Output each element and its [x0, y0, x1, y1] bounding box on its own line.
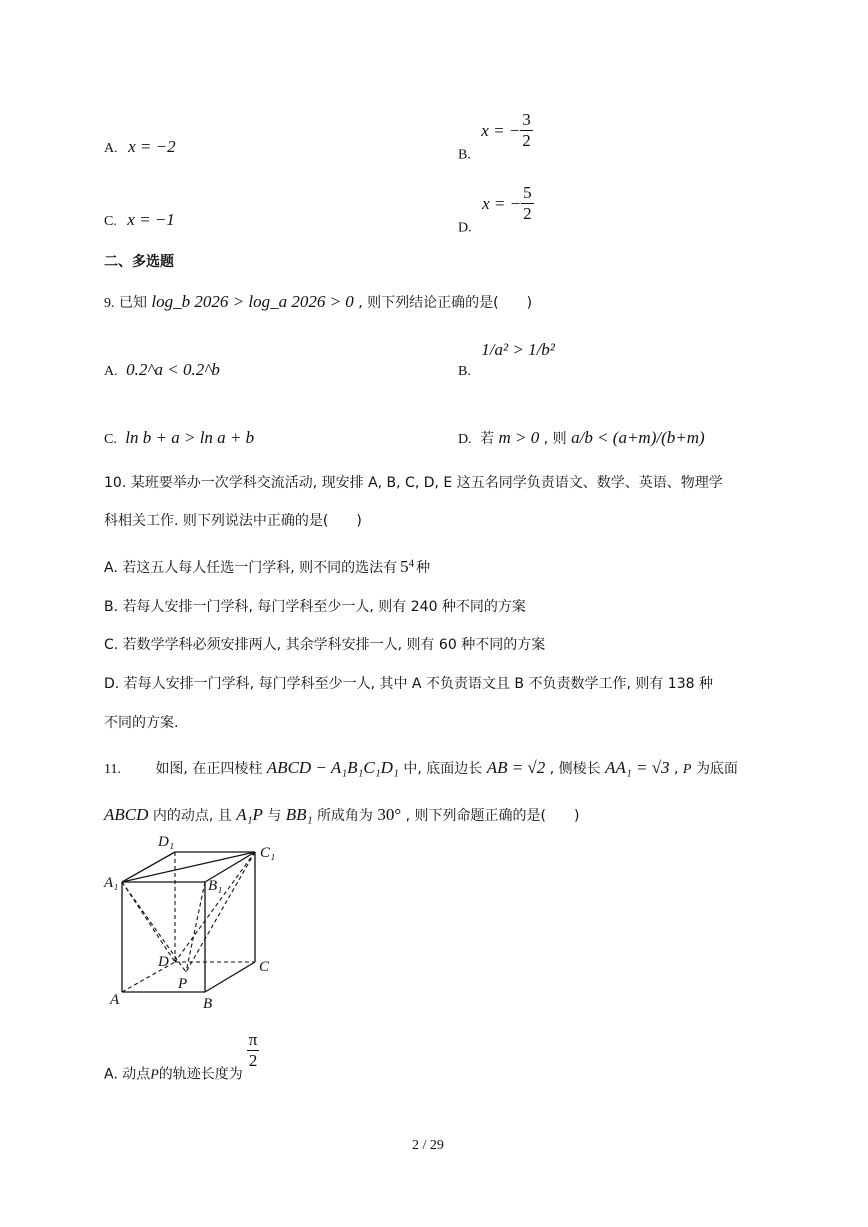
- option-expr: 1/a² > 1/b²: [481, 340, 555, 359]
- option-label: C.: [104, 214, 117, 229]
- question-text: 为底面: [695, 761, 738, 777]
- math-p: P: [682, 762, 692, 777]
- q11-stem-line-1: [104, 758, 738, 778]
- question-text: , 则下列结论正确的是( ): [358, 295, 533, 311]
- math-angle: 30°: [377, 805, 402, 824]
- option-text: 种: [416, 560, 431, 576]
- label-b1: B₁: [208, 878, 223, 894]
- option-expr: 0.2^a < 0.2^b: [126, 360, 220, 379]
- q10-option-d-line-1: D. 若每人安排一门学科, 每门学科至少一人, 其中 A 不负责语文且 B 不负责数学工作, 则有 138 种: [104, 676, 713, 692]
- option-label: B.: [458, 147, 471, 163]
- q10-line-1: 10. 某班要举办一次学科交流活动, 现安排 A, B, C, D, E 这五名同学负责语文、数学、英语、物理学: [104, 475, 723, 491]
- question-text: 与: [267, 808, 282, 824]
- q10-line-2: 科相关工作. 则下列说法中正确的是( ): [104, 513, 362, 529]
- q10-option-d-line-2: 不同的方案.: [104, 715, 179, 731]
- q8-option-b: [458, 110, 533, 164]
- q9-option-a: [104, 360, 220, 380]
- question-text: 中, 底面边长: [403, 761, 483, 777]
- option-expr: x = −1: [127, 210, 175, 229]
- math-ab: AB = √2: [486, 758, 546, 777]
- q10-option-b: B. 若每人安排一门学科, 每门学科至少一人, 则有 240 种不同的方案: [104, 599, 526, 615]
- option-label: D.: [458, 432, 472, 447]
- label-c: C: [259, 959, 270, 975]
- math-p: P: [150, 1067, 159, 1083]
- option-label: A.: [104, 141, 118, 156]
- math-base: ABCD: [104, 805, 149, 824]
- segment-c1-p: [186, 852, 255, 972]
- option-text: 的轨迹长度为: [158, 1066, 243, 1083]
- q9-option-d: [458, 428, 705, 448]
- option-text: , 则: [543, 431, 567, 447]
- prism-figure: [100, 830, 290, 1015]
- segment-b1-p: [186, 882, 205, 972]
- option-expr: ln b + a > ln a + b: [125, 428, 255, 447]
- fraction: $\frac{5}{2}$: [523, 183, 532, 223]
- segment-c1-d: [175, 852, 255, 962]
- question-text: 所成角为: [316, 808, 373, 824]
- q10-option-c: C. 若数学学科必须安排两人, 其余学科安排一人, 则有 60 种不同的方案: [104, 637, 546, 653]
- option-expr: x = −: [482, 193, 522, 213]
- q8-option-d: [458, 183, 534, 237]
- option-label: B.: [458, 364, 471, 379]
- label-b: B: [203, 996, 213, 1012]
- section-title: 二、多选题: [104, 254, 174, 270]
- option-label: C.: [104, 432, 117, 447]
- question-number: 11.: [104, 762, 121, 777]
- option-cond: m > 0: [498, 428, 540, 447]
- edge-d1-a1: [122, 852, 175, 882]
- q11-option-a: [104, 1030, 259, 1084]
- fraction: $\frac{\pi}{2}$: [248, 1030, 258, 1070]
- option-text: 若: [480, 431, 495, 447]
- q9-stem: [104, 292, 532, 312]
- q11-stem-line-2: [104, 805, 579, 825]
- option-expr: x = −2: [128, 137, 176, 156]
- q8-option-c: [104, 210, 175, 230]
- question-text: 内的动点, 且: [152, 808, 232, 824]
- question-text: 如图, 在正四棱柱: [155, 761, 263, 777]
- math-prism: ABCD − A₁B₁C₁D₁: [266, 758, 399, 777]
- option-text: A. 若这五人每人任选一门学科, 则不同的选法有: [104, 560, 398, 576]
- power-base: 5: [400, 557, 409, 576]
- label-a1: A₁: [104, 875, 119, 891]
- question-text: , 侧棱长: [549, 761, 601, 777]
- math-aa1: AA₁ = √3: [605, 758, 670, 777]
- segment-a1-d: [122, 882, 175, 962]
- question-text: 已知: [118, 295, 147, 311]
- edge-b-c: [205, 962, 255, 992]
- option-text: A. 动点: [104, 1066, 151, 1083]
- option-expr: x = −: [481, 120, 521, 140]
- question-number: 9.: [104, 296, 115, 311]
- fraction: $\frac{3}{2}$: [522, 110, 531, 150]
- option-label: D.: [458, 220, 472, 236]
- label-d: D: [158, 954, 169, 970]
- label-p: P: [178, 976, 188, 992]
- label-c1: C₁: [260, 845, 276, 861]
- option-expr: a/b < (a+m)/(b+m): [571, 428, 705, 447]
- option-label: A.: [104, 364, 118, 379]
- question-text: ,: [674, 761, 679, 777]
- math-condition: log_b 2026 > log_a 2026 > 0: [151, 292, 354, 311]
- label-a: A: [110, 992, 120, 1008]
- q8-option-a: [104, 137, 176, 157]
- q9-option-b: [458, 340, 555, 380]
- question-text: , 则下列命题正确的是( ): [405, 808, 580, 824]
- q9-option-c: [104, 428, 254, 448]
- power-exp: 4: [408, 557, 415, 570]
- math-bb1: BB₁: [285, 805, 313, 824]
- math-a1p: A₁P: [236, 805, 263, 824]
- page-number: 2 / 29: [412, 1138, 444, 1153]
- label-d1: D₁: [158, 834, 175, 850]
- diagonal-a1-c1: [122, 852, 255, 882]
- q10-option-a: [104, 557, 430, 577]
